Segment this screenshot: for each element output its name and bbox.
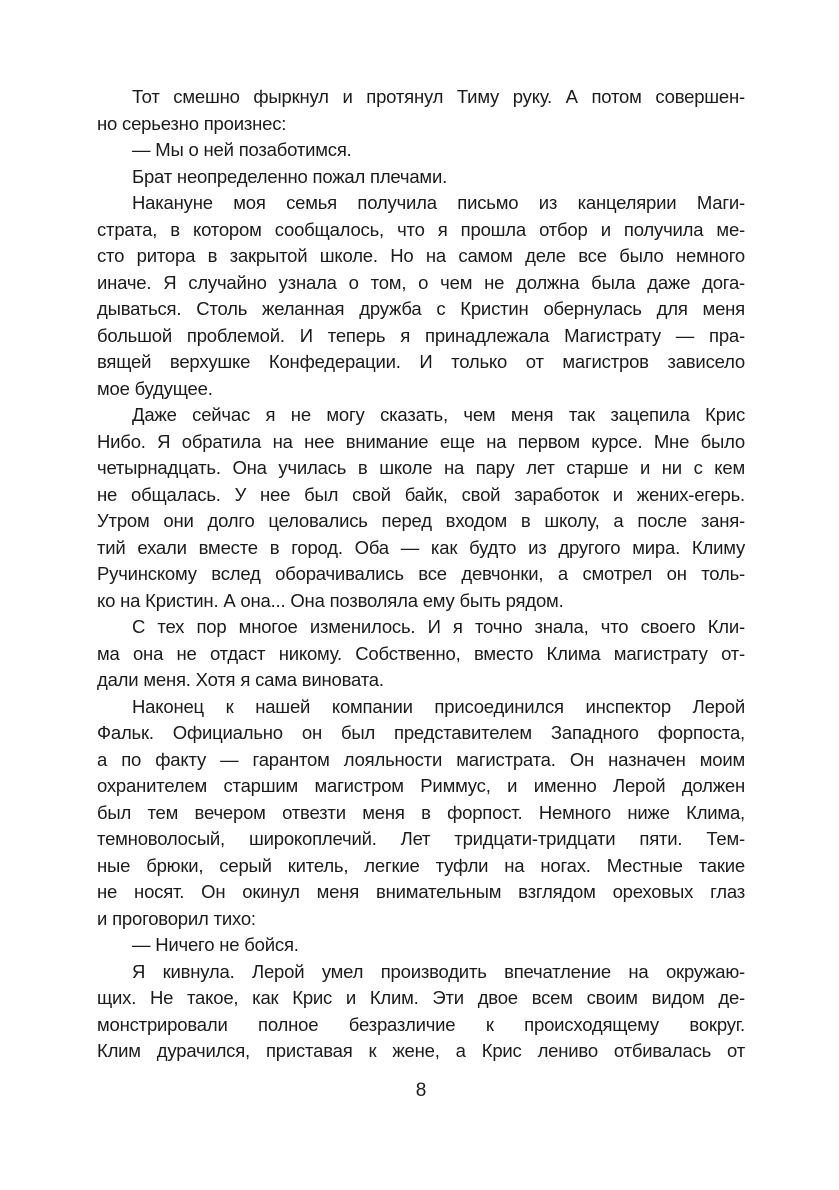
text-line: четырнадцать. Она училась в школе на пару лет старше и ни с кем <box>97 457 745 478</box>
text-line: ко на Кристин. А она... Она позволяла ему быть рядом. <box>97 589 564 611</box>
text-line: щих. Не такое, как Крис и Клим. Эти двое всем своим видом де- <box>97 987 745 1008</box>
text-line: Наконец к нашей компании присоединился инспектор Лерой <box>132 695 745 717</box>
paragraph <box>97 932 745 959</box>
text-line: дали меня. Хотя я сама виновата. <box>97 669 384 690</box>
text-line: вящей верхушке Конфедерации. И только от магистров зависело <box>97 351 745 372</box>
text-line: тий ехали вместе в город. Оба — как будто из другого мира. Климу <box>97 536 745 558</box>
text-line: большой проблемой. И теперь я принадлежала Магистрату — пра- <box>97 324 745 346</box>
text-line: Нибо. Я обратила на нее внимание еще на первом курсе. Мне было <box>97 430 745 452</box>
text-line: ные брюки, серый китель, легкие туфли на ногах. Местные такие <box>97 854 745 876</box>
text-line: иначе. Я случайно узнала о том, о чем не должна была даже дога- <box>97 271 745 293</box>
text-line: и проговорил тихо: <box>97 907 256 929</box>
text-line: но серьезно произнес: <box>97 112 287 134</box>
text-line: страта, в котором сообщалось, что я прошла отбор и получила ме- <box>97 218 745 240</box>
paragraph <box>97 959 745 1065</box>
text-line: Клим дурачился, приставая к жене, а Крис лениво отбивалась от <box>97 1040 745 1061</box>
text-line: Утром они долго целовались перед входом в школу, а после заня- <box>97 510 745 531</box>
text-line: темноволосый, широкоплечий. Лет тридцати-тридцати пяти. Тем- <box>97 828 745 849</box>
text-line: Ручинскому вслед оборачивались все девчонки, а смотрел он толь- <box>97 563 745 584</box>
text-line: сто ритора в закрытой школе. Но на самом деле все было немного <box>97 245 745 266</box>
paragraph <box>97 84 745 137</box>
text-line: Брат неопределенно пожал плечами. <box>132 165 448 187</box>
paragraph <box>97 694 745 933</box>
text-line: Тот смешно фыркнул и протянул Тиму руку. А потом совершен- <box>132 86 745 107</box>
text-line: был тем вечером отвезти меня в форпост. Немного ниже Клима, <box>97 801 745 823</box>
paragraph <box>97 164 745 191</box>
paragraph <box>97 190 745 402</box>
text-line: — Мы о ней позаботимся. <box>132 139 352 160</box>
text-line: Даже сейчас я не могу сказать, чем меня так зацепила Крис <box>132 404 745 425</box>
text-line: мое будущее. <box>97 377 213 399</box>
text-line: Я кивнула. Лерой умел производить впечатление на окружаю- <box>132 960 745 982</box>
paragraph <box>97 402 745 614</box>
text-line: — Ничего не бойся. <box>132 934 299 955</box>
text-line: ма она не отдаст никому. Собственно, вместо Клима магистрату от- <box>97 642 745 664</box>
text-line: С тех пор многое изменилось. И я точно знала, что своего Кли- <box>132 616 745 637</box>
text-line: не общалась. У нее был свой байк, свой заработок и жених-егерь. <box>97 483 745 505</box>
text-block <box>97 84 745 1065</box>
text-line: Фальк. Официально он был представителем Западного форпоста, <box>97 722 745 743</box>
text-line: Накануне моя семья получила письмо из канцелярии Маги- <box>132 192 745 213</box>
paragraph <box>97 614 745 694</box>
text-line: охранителем старшим магистром Риммус, и именно Лерой должен <box>97 775 745 796</box>
text-line: дываться. Столь желанная дружба с Кристин обернулась для меня <box>97 298 745 319</box>
paragraph <box>97 137 745 164</box>
page-number: 8 <box>415 1080 427 1101</box>
text-line: не носят. Он окинул меня внимательным взглядом ореховых глаз <box>97 881 745 902</box>
text-line: монстрировали полное безразличие к происходящему вокруг. <box>97 1013 745 1035</box>
text-line: а по факту — гарантом лояльности магистрата. Он назначен моим <box>97 748 745 770</box>
